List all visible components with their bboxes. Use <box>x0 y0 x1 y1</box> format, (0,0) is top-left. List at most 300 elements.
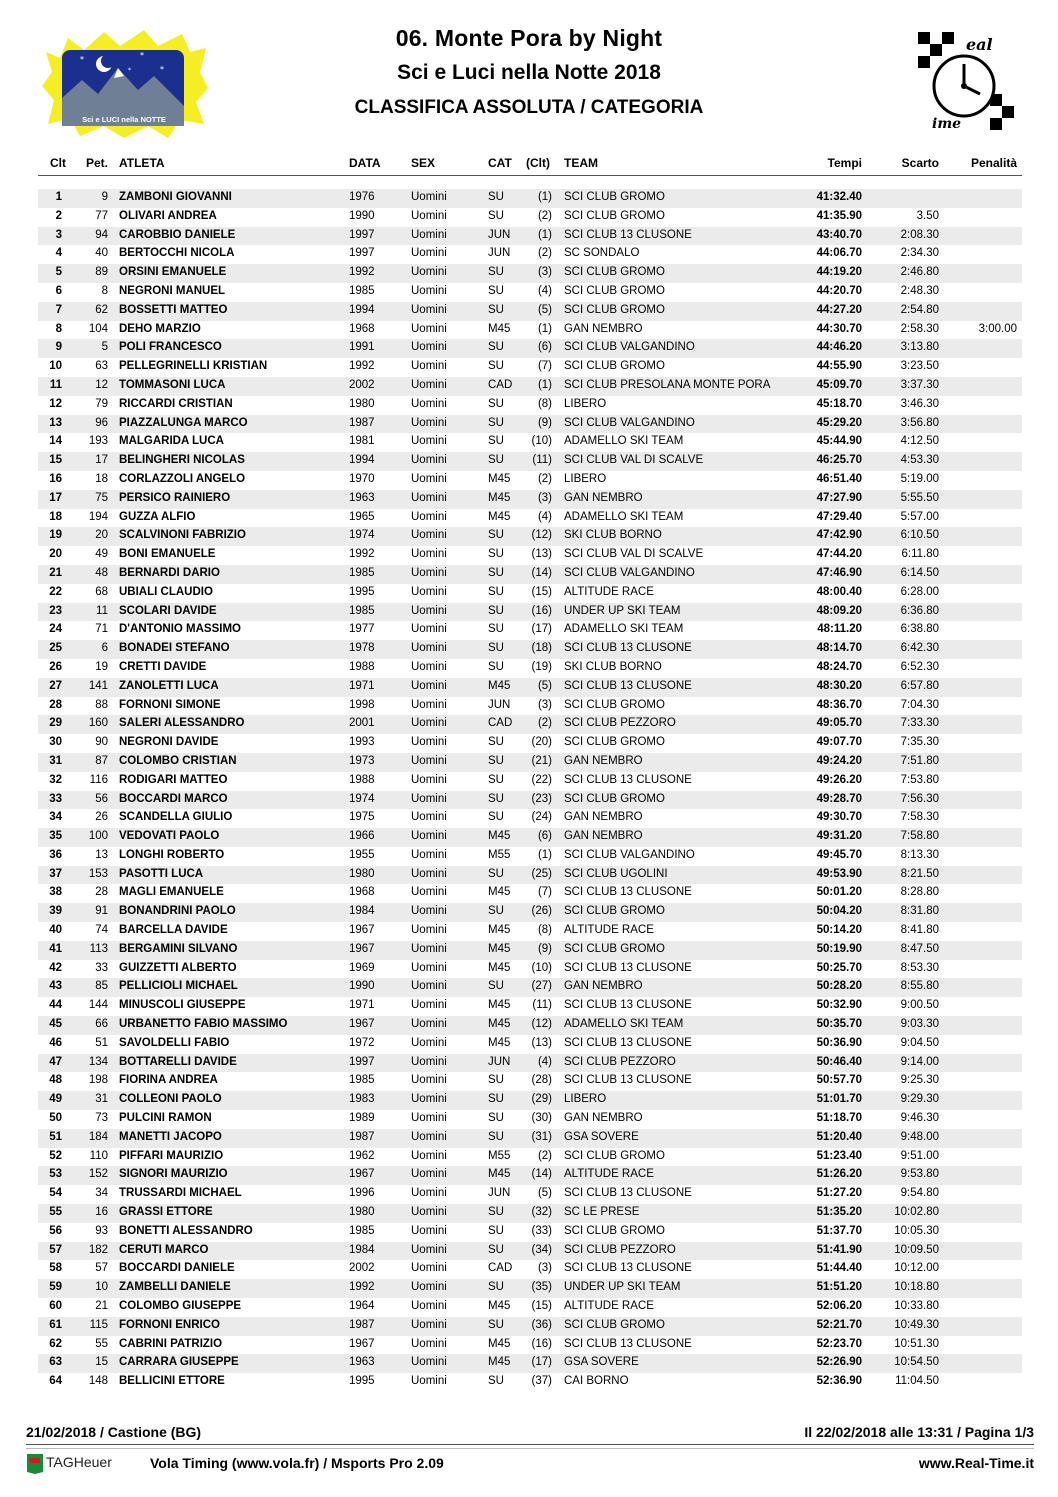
cell-sex: Uomini <box>411 247 447 260</box>
cell-team: GAN NEMBRO <box>564 811 643 824</box>
results-table <box>38 189 1022 1392</box>
cell-team: SCI CLUB GROMO <box>564 284 665 297</box>
cell-time: 49:24.20 <box>816 754 862 767</box>
cell-team: ALTITUDE RACE <box>564 1168 654 1181</box>
cell-rank: 60 <box>49 1300 62 1313</box>
cell-team: SCI CLUB VALGANDINO <box>564 848 695 861</box>
cell-category-rank: (5) <box>537 679 552 692</box>
cell-team: SCI CLUB GROMO <box>564 1224 665 1237</box>
cell-bib: 141 <box>88 679 108 692</box>
cell-category-rank: (5) <box>537 303 552 316</box>
cell-category: SU <box>488 642 504 655</box>
cell-gap: 2:58.30 <box>900 322 939 335</box>
cell-bib: 15 <box>95 1356 108 1369</box>
cell-sex: Uomini <box>411 1262 447 1275</box>
cell-year: 1988 <box>349 773 375 786</box>
cell-team: SCI CLUB GROMO <box>564 698 665 711</box>
cell-gap: 8:28.80 <box>900 886 939 899</box>
cell-bib: 48 <box>95 566 108 579</box>
cell-category-rank: (25) <box>531 867 552 880</box>
cell-bib: 88 <box>95 698 108 711</box>
cell-gap: 7:51.80 <box>900 754 939 767</box>
cell-time: 44:19.20 <box>816 266 862 279</box>
col-header-time: Tempi <box>827 156 862 170</box>
cell-gap: 10:49.30 <box>894 1318 939 1331</box>
header-divider <box>38 175 1022 176</box>
cell-bib: 113 <box>89 942 108 955</box>
cell-team: SCI CLUB 13 CLUSONE <box>564 773 692 786</box>
cell-sex: Uomini <box>411 1300 447 1313</box>
cell-category-rank: (2) <box>537 209 552 222</box>
cell-athlete: MALGARIDA LUCA <box>119 435 224 448</box>
cell-gap: 10:51.30 <box>894 1337 939 1350</box>
cell-gap: 9:04.50 <box>900 1036 939 1049</box>
cell-team: GSA SOVERE <box>564 1130 639 1143</box>
cell-bib: 73 <box>95 1112 108 1125</box>
col-header-pet: Pet. <box>85 156 108 170</box>
table-row <box>38 978 1022 997</box>
cell-year: 1976 <box>349 191 375 203</box>
cell-category-rank: (1) <box>537 378 552 391</box>
cell-sex: Uomini <box>411 341 447 354</box>
cell-athlete: TRUSSARDI MICHAEL <box>119 1187 242 1200</box>
cell-year: 1985 <box>349 284 375 297</box>
cell-rank: 27 <box>49 679 62 692</box>
cell-time: 51:44.40 <box>816 1262 862 1275</box>
cell-gap: 7:33.30 <box>900 717 939 730</box>
cell-category: JUN <box>488 698 511 711</box>
cell-category: SU <box>488 811 504 824</box>
cell-athlete: GUIZZETTI ALBERTO <box>119 961 237 974</box>
cell-category-rank: (1) <box>537 191 552 203</box>
cell-time: 49:31.20 <box>816 830 862 843</box>
table-row <box>38 377 1022 396</box>
cell-year: 1997 <box>349 1055 375 1068</box>
table-row <box>38 1373 1022 1392</box>
cell-team: CAI BORNO <box>564 1375 629 1388</box>
cell-category: SU <box>488 736 504 749</box>
cell-year: 1989 <box>349 1112 375 1125</box>
cell-bib: 56 <box>95 792 108 805</box>
cell-rank: 19 <box>49 529 62 542</box>
cell-team: SCI CLUB VALGANDINO <box>564 566 695 579</box>
cell-gap: 6:38.80 <box>900 623 939 636</box>
cell-rank: 15 <box>49 454 62 467</box>
cell-bib: 55 <box>95 1337 108 1350</box>
cell-bib: 5 <box>101 341 108 354</box>
cell-year: 1969 <box>349 961 375 974</box>
cell-time: 50:46.40 <box>816 1055 862 1068</box>
cell-time: 49:07.70 <box>816 736 862 749</box>
cell-category-rank: (7) <box>537 886 552 899</box>
cell-category: SU <box>488 397 504 410</box>
cell-gap: 6:57.80 <box>900 679 939 692</box>
cell-bib: 68 <box>95 585 108 598</box>
cell-sex: Uomini <box>411 924 447 937</box>
cell-gap: 9:29.30 <box>900 1093 939 1106</box>
cell-time: 44:46.20 <box>816 341 862 354</box>
table-row <box>38 997 1022 1016</box>
cell-year: 1971 <box>349 999 375 1012</box>
cell-sex: Uomini <box>411 209 447 222</box>
cell-year: 1994 <box>349 454 375 467</box>
cell-gap: 9:03.30 <box>900 1018 939 1031</box>
cell-bib: 8 <box>101 284 108 297</box>
cell-category: JUN <box>488 1187 511 1200</box>
cell-bib: 71 <box>95 623 108 636</box>
cell-category: M45 <box>488 1036 511 1049</box>
cell-athlete: PELLICIOLI MICHAEL <box>119 980 238 993</box>
cell-rank: 33 <box>49 792 62 805</box>
cell-category: CAD <box>488 1262 513 1275</box>
table-row <box>38 659 1022 678</box>
cell-sex: Uomini <box>411 529 447 542</box>
cell-bib: 194 <box>88 510 108 523</box>
cell-category-rank: (12) <box>531 529 552 542</box>
table-row <box>38 433 1022 452</box>
cell-category: SU <box>488 1318 504 1331</box>
cell-rank: 42 <box>49 961 62 974</box>
cell-bib: 144 <box>88 999 108 1012</box>
cell-category: SU <box>488 360 504 373</box>
cell-year: 1998 <box>349 698 375 711</box>
cell-year: 1962 <box>349 1149 375 1162</box>
cell-bib: 51 <box>95 1036 108 1049</box>
cell-category-rank: (16) <box>531 604 552 617</box>
cell-penalty: 3:00.00 <box>978 322 1017 335</box>
table-row <box>38 565 1022 584</box>
cell-gap: 9:53.80 <box>900 1168 939 1181</box>
cell-time: 51:26.20 <box>816 1168 862 1181</box>
cell-year: 1970 <box>349 472 375 485</box>
table-row <box>38 734 1022 753</box>
cell-athlete: DEHO MARZIO <box>119 322 201 335</box>
col-header-gap: Scarto <box>901 156 939 170</box>
cell-gap: 8:31.80 <box>900 905 939 918</box>
cell-rank: 59 <box>49 1281 62 1294</box>
cell-gap: 5:55.50 <box>900 491 939 504</box>
cell-time: 44:30.70 <box>816 322 862 335</box>
cell-rank: 22 <box>49 585 62 598</box>
cell-gap: 8:55.80 <box>900 980 939 993</box>
cell-time: 50:14.20 <box>816 924 862 937</box>
table-row <box>38 471 1022 490</box>
cell-category-rank: (34) <box>531 1243 552 1256</box>
cell-year: 1990 <box>349 209 375 222</box>
cell-team: SCI CLUB 13 CLUSONE <box>564 228 692 241</box>
cell-rank: 49 <box>49 1093 62 1106</box>
cell-gap: 3:56.80 <box>900 416 939 429</box>
cell-time: 51:27.20 <box>816 1187 862 1200</box>
cell-team: SCI CLUB VALGANDINO <box>564 341 695 354</box>
cell-category: SU <box>488 1224 504 1237</box>
cell-category: SU <box>488 416 504 429</box>
cell-time: 51:18.70 <box>816 1112 862 1125</box>
cell-team: ALTITUDE RACE <box>564 1300 654 1313</box>
col-header-clt: Clt <box>50 156 66 170</box>
cell-year: 1967 <box>349 1337 375 1350</box>
cell-time: 51:37.70 <box>816 1224 862 1237</box>
cell-sex: Uomini <box>411 623 447 636</box>
footer-divider <box>26 1444 1034 1445</box>
cell-team: SCI CLUB GROMO <box>564 360 665 373</box>
cell-athlete: RODIGARI MATTEO <box>119 773 228 786</box>
col-header-date: DATA <box>349 156 381 170</box>
cell-gap: 8:41.80 <box>900 924 939 937</box>
cell-gap: 8:47.50 <box>900 942 939 955</box>
cell-sex: Uomini <box>411 585 447 598</box>
cell-category-rank: (2) <box>537 247 552 260</box>
cell-category-rank: (11) <box>532 999 552 1012</box>
table-row <box>38 1035 1022 1054</box>
cell-bib: 77 <box>95 209 108 222</box>
cell-time: 45:09.70 <box>816 378 862 391</box>
table-row <box>38 1279 1022 1298</box>
cell-year: 1955 <box>349 848 375 861</box>
cell-category-rank: (10) <box>531 961 552 974</box>
cell-time: 50:25.70 <box>816 961 862 974</box>
cell-category-rank: (9) <box>537 942 552 955</box>
cell-team: SCI CLUB 13 CLUSONE <box>564 679 692 692</box>
cell-bib: 152 <box>88 1168 108 1181</box>
cell-athlete: PASOTTI LUCA <box>119 867 204 880</box>
cell-bib: 11 <box>96 604 108 617</box>
table-row <box>38 302 1022 321</box>
cell-gap: 6:52.30 <box>900 660 939 673</box>
cell-gap: 8:13.30 <box>900 848 939 861</box>
cell-athlete: TOMMASONI LUCA <box>119 378 226 391</box>
cell-time: 47:44.20 <box>816 548 862 561</box>
cell-sex: Uomini <box>411 942 447 955</box>
cell-year: 1987 <box>349 416 375 429</box>
cell-athlete: BOCCARDI MARCO <box>119 792 228 805</box>
cell-bib: 20 <box>95 529 108 542</box>
cell-bib: 26 <box>95 811 108 824</box>
cell-year: 1964 <box>349 1300 375 1313</box>
cell-athlete: RICCARDI CRISTIAN <box>119 397 233 410</box>
cell-athlete: BELINGHERI NICOLAS <box>119 454 245 467</box>
footer-timing: Vola Timing (www.vola.fr) / Msports Pro 2.09 <box>150 1455 444 1471</box>
cell-athlete: CARRARA GIUSEPPE <box>119 1356 239 1369</box>
cell-gap: 5:57.00 <box>900 510 939 523</box>
footer-divider-thin <box>26 1448 1034 1449</box>
table-row <box>38 1336 1022 1355</box>
cell-rank: 5 <box>55 266 62 279</box>
cell-sex: Uomini <box>411 660 447 673</box>
cell-year: 1987 <box>349 1318 375 1331</box>
cell-time: 44:06.70 <box>816 247 862 260</box>
cell-year: 2001 <box>349 717 375 730</box>
cell-sex: Uomini <box>411 1130 447 1143</box>
cell-sex: Uomini <box>411 1375 447 1388</box>
cell-category: SU <box>488 1281 504 1294</box>
cell-category-rank: (4) <box>537 510 552 523</box>
cell-category-rank: (8) <box>537 924 552 937</box>
cell-bib: 89 <box>95 266 108 279</box>
cell-athlete: FORNONI SIMONE <box>119 698 221 711</box>
cell-bib: 198 <box>88 1074 108 1087</box>
cell-sex: Uomini <box>411 698 447 711</box>
cell-rank: 3 <box>55 228 62 241</box>
cell-gap: 3:13.80 <box>900 341 939 354</box>
cell-category-rank: (33) <box>531 1224 552 1237</box>
cell-category: M45 <box>488 999 511 1012</box>
cell-time: 44:27.20 <box>816 303 862 316</box>
cell-athlete: BERTOCCHI NICOLA <box>119 247 235 260</box>
cell-year: 1974 <box>349 529 375 542</box>
cell-category: SU <box>488 792 504 805</box>
cell-year: 1966 <box>349 830 375 843</box>
table-row <box>38 772 1022 791</box>
cell-year: 1977 <box>349 623 375 636</box>
cell-category: M45 <box>488 942 511 955</box>
cell-bib: 21 <box>95 1300 108 1313</box>
cell-year: 1975 <box>349 811 375 824</box>
cell-rank: 46 <box>49 1036 62 1049</box>
cell-bib: 94 <box>95 228 108 241</box>
cell-athlete: NEGRONI MANUEL <box>119 284 226 297</box>
cell-time: 51:35.20 <box>816 1206 862 1219</box>
table-row <box>38 1166 1022 1185</box>
cell-rank: 35 <box>49 830 62 843</box>
cell-sex: Uomini <box>411 1074 447 1087</box>
table-row <box>38 903 1022 922</box>
cell-rank: 29 <box>49 717 62 730</box>
cell-year: 1996 <box>349 1187 375 1200</box>
cell-year: 1965 <box>349 510 375 523</box>
cell-category-rank: (27) <box>531 980 552 993</box>
table-row <box>38 208 1022 227</box>
cell-athlete: CABRINI PATRIZIO <box>119 1337 223 1350</box>
cell-category-rank: (11) <box>532 454 552 467</box>
cell-category: SU <box>488 303 504 316</box>
cell-category: SU <box>488 867 504 880</box>
cell-rank: 13 <box>49 416 62 429</box>
table-row <box>38 828 1022 847</box>
cell-athlete: ZAMBONI GIOVANNI <box>119 191 232 203</box>
cell-time: 48:00.40 <box>816 585 862 598</box>
cell-bib: 33 <box>95 961 108 974</box>
table-row <box>38 941 1022 960</box>
table-row <box>38 321 1022 340</box>
cell-rank: 7 <box>55 303 62 316</box>
cell-year: 1983 <box>349 1093 375 1106</box>
cell-time: 50:01.20 <box>816 886 862 899</box>
cell-category-rank: (21) <box>531 754 552 767</box>
cell-rank: 31 <box>49 754 62 767</box>
cell-category: SU <box>488 454 504 467</box>
cell-athlete: VEDOVATI PAOLO <box>119 830 220 843</box>
cell-category: M45 <box>488 924 511 937</box>
cell-gap: 9:54.80 <box>900 1187 939 1200</box>
cell-gap: 9:14.00 <box>900 1055 939 1068</box>
cell-sex: Uomini <box>411 604 447 617</box>
svg-text:*: * <box>140 51 144 60</box>
cell-sex: Uomini <box>411 491 447 504</box>
cell-category-rank: (3) <box>537 698 552 711</box>
cell-category-rank: (29) <box>531 1093 552 1106</box>
cell-rank: 14 <box>49 435 62 448</box>
cell-team: SCI CLUB PRESOLANA MONTE PORA <box>564 378 771 391</box>
cell-gap: 9:46.30 <box>900 1112 939 1125</box>
cell-rank: 64 <box>49 1375 62 1388</box>
col-header-sex: SEX <box>411 156 436 170</box>
cell-category: SU <box>488 566 504 579</box>
cell-athlete: GRASSI ETTORE <box>119 1206 213 1219</box>
cell-team: SKI CLUB BORNO <box>564 529 662 542</box>
cell-team: SCI CLUB 13 CLUSONE <box>564 642 692 655</box>
cell-sex: Uomini <box>411 1187 447 1200</box>
cell-time: 51:01.70 <box>816 1093 862 1106</box>
cell-rank: 37 <box>49 867 62 880</box>
cell-time: 49:53.90 <box>816 867 862 880</box>
cell-bib: 10 <box>95 1281 108 1294</box>
cell-sex: Uomini <box>411 1318 447 1331</box>
cell-team: SCI CLUB GROMO <box>564 736 665 749</box>
cell-time: 43:40.70 <box>816 228 862 241</box>
cell-bib: 28 <box>95 886 108 899</box>
cell-gap: 6:14.50 <box>900 566 939 579</box>
cell-team: SCI CLUB GROMO <box>564 1149 665 1162</box>
cell-sex: Uomini <box>411 642 447 655</box>
cell-year: 1981 <box>349 435 375 448</box>
cell-athlete: BONETTI ALESSANDRO <box>119 1224 253 1237</box>
cell-athlete: ORSINI EMANUELE <box>119 266 227 279</box>
cell-team: SCI CLUB PEZZORO <box>564 717 676 730</box>
cell-category: SU <box>488 529 504 542</box>
cell-gap: 3:23.50 <box>900 360 939 373</box>
cell-athlete: MAGLI EMANUELE <box>119 886 224 899</box>
cell-team: ADAMELLO SKI TEAM <box>564 623 684 636</box>
table-row <box>38 1204 1022 1223</box>
cell-category: SU <box>488 266 504 279</box>
table-row <box>38 227 1022 246</box>
cell-category: SU <box>488 1130 504 1143</box>
cell-category: M45 <box>488 1300 511 1313</box>
cell-team: SCI CLUB GROMO <box>564 191 665 203</box>
cell-sex: Uomini <box>411 1149 447 1162</box>
cell-category-rank: (16) <box>531 1337 552 1350</box>
cell-sex: Uomini <box>411 961 447 974</box>
cell-time: 44:20.70 <box>816 284 862 297</box>
cell-athlete: BOTTARELLI DAVIDE <box>119 1055 237 1068</box>
cell-time: 50:35.70 <box>816 1018 862 1031</box>
cell-category: M45 <box>488 1018 511 1031</box>
cell-time: 52:23.70 <box>816 1337 862 1350</box>
cell-rank: 54 <box>49 1187 62 1200</box>
cell-team: SCI CLUB GROMO <box>564 209 665 222</box>
cell-sex: Uomini <box>411 1243 447 1256</box>
cell-team: SCI CLUB 13 CLUSONE <box>564 886 692 899</box>
cell-gap: 10:54.50 <box>894 1356 939 1369</box>
cell-time: 48:11.20 <box>817 623 862 636</box>
cell-rank: 25 <box>49 642 62 655</box>
cell-athlete: D'ANTONIO MASSIMO <box>119 623 241 636</box>
table-row <box>38 189 1022 208</box>
cell-sex: Uomini <box>411 360 447 373</box>
cell-athlete: CRETTI DAVIDE <box>119 660 207 673</box>
cell-gap: 3:46.30 <box>900 397 939 410</box>
cell-category-rank: (23) <box>531 792 552 805</box>
cell-category: SU <box>488 548 504 561</box>
table-row <box>38 527 1022 546</box>
cell-category: SU <box>488 754 504 767</box>
cell-team: LIBERO <box>564 1093 607 1106</box>
cell-gap: 9:51.00 <box>900 1149 939 1162</box>
cell-time: 52:26.90 <box>816 1356 862 1369</box>
cell-athlete: MINUSCOLI GIUSEPPE <box>119 999 246 1012</box>
cell-sex: Uomini <box>411 1224 447 1237</box>
